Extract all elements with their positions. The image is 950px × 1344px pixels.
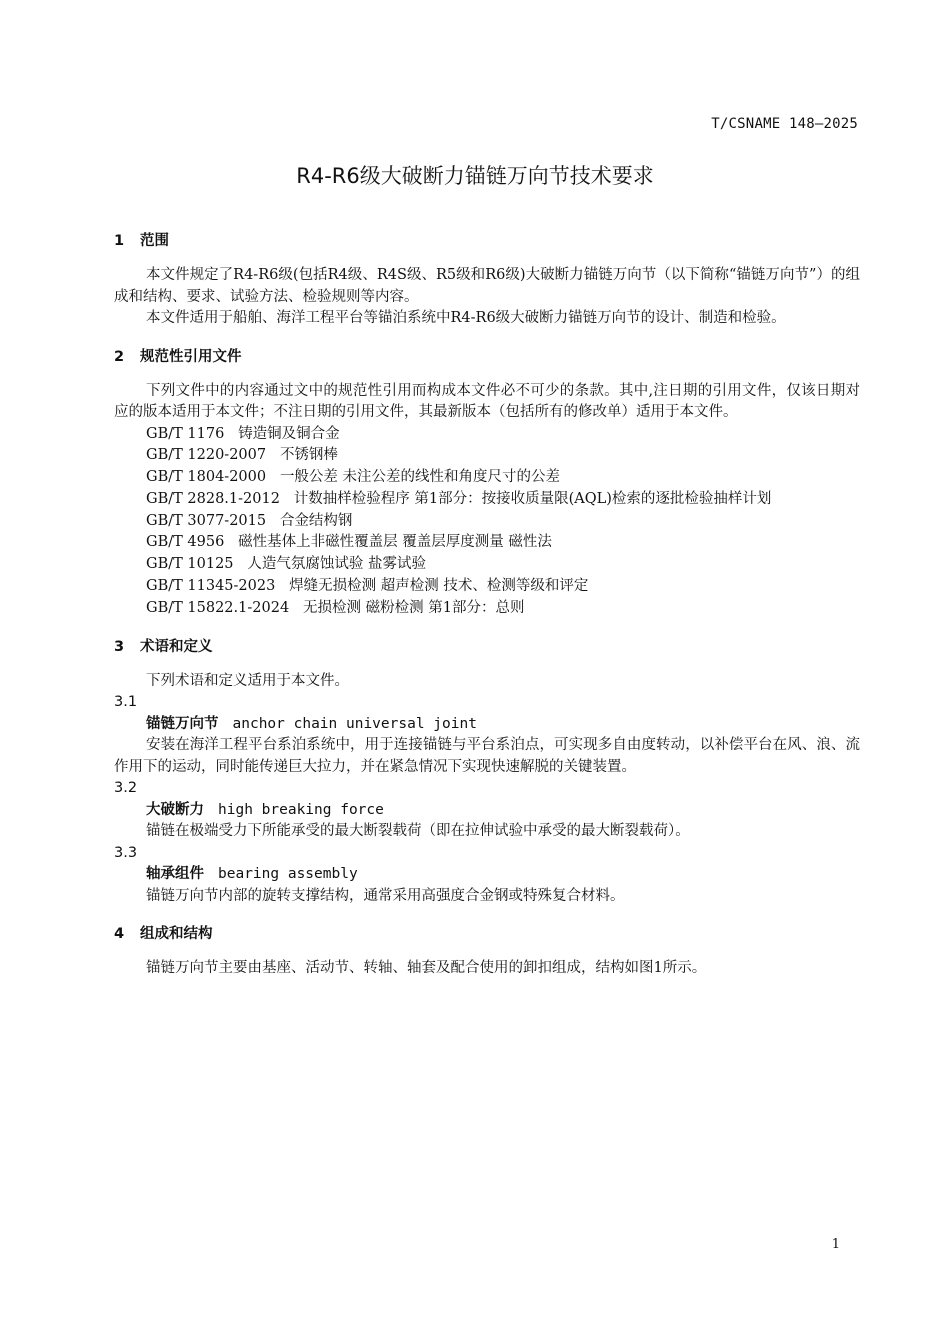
reference-item [114, 532, 860, 554]
reference-item [114, 576, 860, 598]
term-name-zh: 轴承组件 [146, 866, 204, 883]
reference-code: GB/T 1176 [146, 425, 225, 442]
reference-title: 计数抽样检验程序 第1部分：按接收质量限(AQL)检索的逐批检验抽样计划 [293, 490, 772, 507]
document-code: T/CSNAME 148—2025 [711, 116, 858, 132]
reference-code: GB/T 3077-2015 [146, 512, 267, 529]
term-name-zh: 锚链万向节 [146, 715, 219, 732]
term-definition: 锚链万向节内部的旋转支撑结构，通常采用高强度合金钢或特殊复合材料。 [146, 887, 625, 904]
reference-title: 人造气氛腐蚀试验 盐雾试验 [247, 556, 426, 573]
term-name-zh: 大破断力 [146, 801, 204, 818]
reference-title: 一般公差 未注公差的线性和角度尺寸的公差 [279, 469, 561, 486]
paragraph: 下列文件中的内容通过文中的规范性引用而构成本文件必不可少的条款。其中,注日期的引用文件，仅该日期对应的版本适用于本文件；不注日期的引用文件，其最新版本（包括所有的修改单）适用于本文件。 [114, 382, 860, 420]
reference-item [114, 489, 860, 511]
reference-title: 合金结构钢 [279, 512, 353, 529]
section-title: 术语和定义 [140, 638, 213, 655]
reference-title: 无损检测 磁粉检测 第1部分：总则 [303, 599, 525, 616]
section-heading-scope [114, 230, 860, 252]
term-definition: 安装在海洋工程平台系泊系统中，用于连接锚链与平台系泊点，可实现多自由度转动，以补偿平台在风、浪、流作用下的运动，同时能传递巨大拉力，并在紧急情况下实现快速解脱的关键装置。 [114, 737, 860, 775]
reference-code: GB/T 4956 [146, 534, 225, 551]
paragraph: 锚链万向节主要由基座、活动节、转轴、轴套及配合使用的卸扣组成，结构如图1所示。 [146, 960, 707, 977]
paragraph: 本文件规定了R4-R6级(包括R4级、R4S级、R5级和R6级)大破断力锚链万向节（以下简称“锚链万向节”）的组成和结构、要求、试验方法、检验规则等内容。 [114, 267, 860, 305]
reference-item [114, 467, 860, 489]
reference-item [114, 445, 860, 467]
reference-code: GB/T 11345-2023 [146, 578, 276, 595]
term-number: 3.1 [114, 694, 138, 711]
reference-code: GB/T 1220-2007 [146, 447, 267, 464]
reference-title: 不锈钢棒 [279, 447, 338, 464]
section-heading-normative-references [114, 346, 860, 368]
term-name [114, 800, 860, 822]
term-name-en: anchor chain universal joint [232, 715, 477, 732]
reference-item [114, 424, 860, 446]
reference-title: 焊缝无损检测 超声检测 技术、检测等级和评定 [289, 578, 589, 595]
reference-code: GB/T 15822.1-2024 [146, 599, 290, 616]
section-title: 规范性引用文件 [140, 348, 242, 365]
paragraph: 下列术语和定义适用于本文件。 [146, 672, 349, 689]
term-name [114, 864, 860, 886]
section-title: 组成和结构 [140, 926, 213, 943]
reference-code: GB/T 1804-2000 [146, 469, 267, 486]
term-name-en: high breaking force [218, 801, 384, 818]
document-title: R4-R6级大破断力锚链万向节技术要求 [296, 164, 654, 188]
section-heading-terms-and-definitions [114, 636, 860, 658]
term-number: 3.3 [114, 844, 138, 861]
reference-item [114, 598, 860, 620]
paragraph: 本文件适用于船舶、海洋工程平台等锚泊系统中R4-R6级大破断力锚链万向节的设计、制造和检验。 [146, 310, 786, 326]
reference-title: 铸造铜及铜合金 [238, 425, 340, 442]
section-number: 4 [114, 926, 125, 943]
document-body [114, 230, 860, 980]
reference-code: GB/T 2828.1-2012 [146, 490, 280, 507]
section-number: 3 [114, 638, 125, 655]
section-number: 1 [114, 233, 125, 249]
term-name-en: bearing assembly [218, 866, 358, 883]
reference-item [114, 554, 860, 576]
term-number: 3.2 [114, 780, 138, 797]
page-number: 1 [831, 1237, 840, 1252]
section-number: 2 [114, 348, 125, 365]
section-heading-composition-and-structure [114, 923, 860, 945]
reference-title: 磁性基体上非磁性覆盖层 覆盖层厚度测量 磁性法 [238, 534, 552, 551]
term-name [114, 714, 860, 736]
reference-item [114, 511, 860, 533]
section-title: 范围 [140, 233, 169, 249]
reference-code: GB/T 10125 [146, 556, 234, 573]
term-definition: 锚链在极端受力下所能承受的最大断裂载荷（即在拉伸试验中承受的最大断裂载荷）。 [146, 823, 690, 840]
